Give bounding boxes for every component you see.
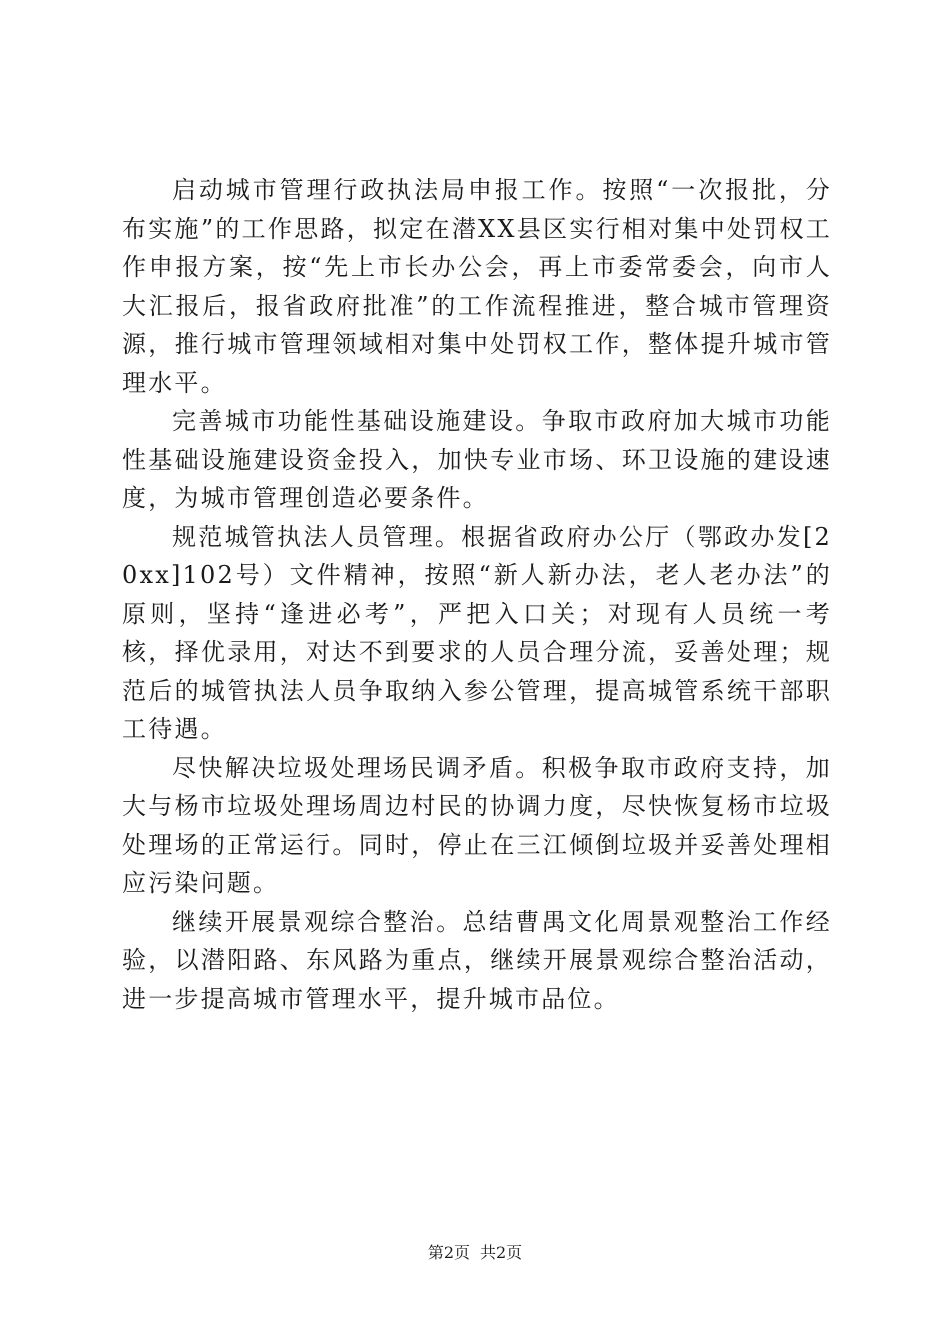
paragraph-landscape-renovation: 继续开展景观综合整治。总结曹禺文化周景观整治工作经验，以潜阳路、东风路为重点，继续开展景观综合整治活动，进一步提高城市管理水平，提升城市品位。	[122, 907, 832, 1013]
paragraph-infrastructure-construction: 完善城市功能性基础设施建设。争取市政府加大城市功能性基础设施建设资金投入，加快专业市场、环卫设施的建设速度，为城市管理创造必要条件。	[122, 407, 832, 512]
paragraph-landfill-dispute: 尽快解决垃圾处理场民调矛盾。积极争取市政府支持，加大与杨市垃圾处理场周边村民的协调力度，尽快恢复杨市垃圾处理场的正常运行。同时，停止在三江倾倒垃圾并妥善处理相应污染问题。	[122, 753, 832, 897]
paragraph-apply-enforcement-bureau: 启动城市管理行政执法局申报工作。按照“一次报批，分布实施”的工作思路，拟定在潜XX县区实行相对集中处罚权工作申报方案，按“先上市长办公会，再上市委常委会，向市人大汇报后，报省政府批准”的工作流程推进，整合城市管理资源，推行城市管理领域相对集中处罚权工作，整体提升城市管理水平。	[122, 176, 832, 397]
document-body	[122, 171, 832, 1018]
page-footer	[0, 1243, 950, 1263]
paragraph-staff-management: 规范城管执法人员管理。根据省政府办公厅（鄂政办发[20xx]102号）文件精神，按照“新人新办法，老人老办法”的原则，坚持“逢进必考”，严把入口关；对现有人员统一考核，择优录用，对达不到要求的人员合理分流，妥善处理；规范后的城管执法人员争取纳入参公管理，提高城管系统干部职工待遇。	[122, 522, 832, 743]
page-total: 共2页	[480, 1243, 523, 1262]
page-number: 第2页	[427, 1243, 470, 1262]
